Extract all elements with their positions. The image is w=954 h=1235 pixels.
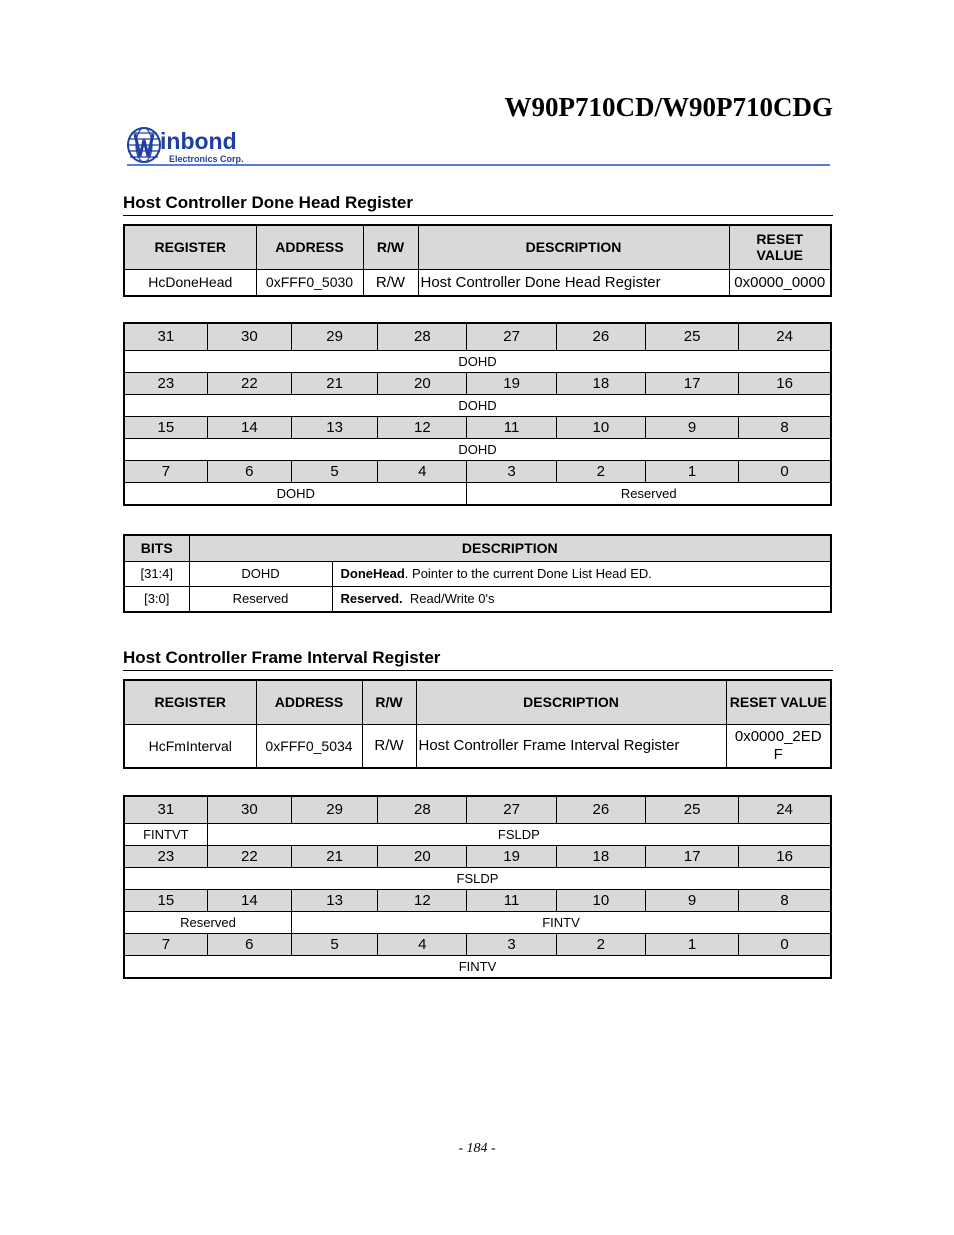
bit-number: 8 [739, 889, 831, 911]
bit-number: 13 [291, 416, 377, 438]
bit-number: 12 [378, 889, 467, 911]
bit-number: 18 [556, 372, 645, 394]
field-description-title: Reserved. [340, 591, 403, 606]
bit-number: 31 [124, 323, 207, 350]
bit-number: 18 [556, 845, 645, 867]
bit-number: 13 [291, 889, 377, 911]
col-header-register: REGISTER [124, 225, 256, 269]
document-title: W90P710CD/W90P710CDG [504, 92, 833, 122]
bit-number: 5 [291, 460, 377, 482]
winbond-logo [127, 126, 257, 166]
bit-field-table-frame-interval [123, 795, 832, 979]
bit-field-label: DOHD [124, 482, 467, 505]
bit-number: 4 [378, 460, 467, 482]
register-reset-value [726, 724, 831, 768]
col-header-reset-value: RESET VALUE [726, 680, 831, 724]
register-address: 0xFFF0_5030 [256, 269, 363, 296]
col-header-rw: R/W [363, 225, 418, 269]
bit-number: 10 [556, 889, 645, 911]
register-description: Host Controller Frame Interval Register [416, 724, 726, 768]
bit-number: 20 [378, 845, 467, 867]
bit-number: 24 [739, 796, 831, 823]
register-summary-table [123, 224, 832, 297]
bit-range: [31:4] [124, 561, 189, 586]
register-address: 0xFFF0_5034 [256, 724, 362, 768]
col-header-reset-value: RESET VALUE [729, 225, 831, 269]
register-summary-table [123, 679, 832, 769]
bit-number: 7 [124, 460, 207, 482]
bit-number: 19 [467, 372, 556, 394]
bit-description-table [123, 534, 832, 613]
bit-field-label: FSLDP [207, 823, 831, 845]
bit-number: 26 [556, 796, 645, 823]
register-reset-value: 0x0000_0000 [729, 269, 831, 296]
register-rw: R/W [362, 724, 416, 768]
reset-value-line: 0x0000_2ED [734, 727, 822, 745]
bit-number: 22 [207, 845, 291, 867]
bit-number: 17 [645, 845, 738, 867]
field-name: Reserved [189, 586, 332, 612]
bit-number: 14 [207, 889, 291, 911]
field-description [332, 561, 831, 586]
reset-value-line: F [773, 745, 783, 763]
bit-number: 29 [291, 796, 377, 823]
col-header-description: DESCRIPTION [418, 225, 729, 269]
bit-number: 19 [467, 845, 556, 867]
bit-number: 3 [467, 933, 556, 955]
register-description: Host Controller Done Head Register [418, 269, 729, 296]
section-rule [123, 670, 833, 671]
bit-number: 22 [207, 372, 291, 394]
logo-wordmark: inbond [160, 128, 237, 154]
bit-number: 10 [556, 416, 645, 438]
bit-number: 27 [467, 796, 556, 823]
bit-number: 20 [378, 372, 467, 394]
bit-number: 30 [207, 796, 291, 823]
bit-number: 3 [467, 460, 556, 482]
section-rule [123, 215, 833, 216]
field-name: DOHD [189, 561, 332, 586]
field-description-text: . Pointer to the current Done List Head ED. [404, 566, 652, 581]
header-rule [127, 164, 830, 166]
page-number: - 184 - [458, 1141, 496, 1156]
bit-number: 26 [556, 323, 645, 350]
bit-number: 7 [124, 933, 207, 955]
bit-number: 28 [378, 323, 467, 350]
bit-number: 17 [645, 372, 738, 394]
bit-field-label: Reserved [467, 482, 831, 505]
bit-number: 31 [124, 796, 207, 823]
field-description-text: Read/Write 0's [402, 591, 495, 606]
bit-number: 25 [645, 323, 738, 350]
col-header-address: ADDRESS [256, 680, 362, 724]
bit-field-label: FINTV [124, 955, 831, 978]
bit-number: 16 [739, 372, 831, 394]
bit-number: 25 [645, 796, 738, 823]
bit-number: 14 [207, 416, 291, 438]
bit-number: 23 [124, 372, 207, 394]
bit-number: 1 [645, 933, 738, 955]
bit-number: 15 [124, 889, 207, 911]
bit-field-label: DOHD [124, 350, 831, 372]
bit-number: 24 [739, 323, 831, 350]
bit-number: 8 [739, 416, 831, 438]
section-title-frame-interval: Host Controller Frame Interval Register [123, 648, 441, 667]
register-rw: R/W [363, 269, 418, 296]
section-title-done-head: Host Controller Done Head Register [123, 193, 413, 212]
bit-number: 30 [207, 323, 291, 350]
bit-number: 21 [291, 845, 377, 867]
col-header-address: ADDRESS [256, 225, 363, 269]
bit-field-table-done-head [123, 322, 832, 506]
bit-field-label: Reserved [124, 911, 291, 933]
bit-number: 0 [739, 933, 831, 955]
bit-number: 0 [739, 460, 831, 482]
col-header-register: REGISTER [124, 680, 256, 724]
bit-number: 6 [207, 460, 291, 482]
bit-number: 21 [291, 372, 377, 394]
bit-number: 27 [467, 323, 556, 350]
bit-number: 9 [645, 416, 738, 438]
bit-field-label: FINTV [291, 911, 831, 933]
field-description-title: DoneHead [340, 566, 405, 581]
col-header-rw: R/W [362, 680, 416, 724]
logo-subtitle: Electronics Corp. [169, 154, 244, 164]
bit-number: 5 [291, 933, 377, 955]
field-description [332, 586, 831, 612]
col-header-description: DESCRIPTION [189, 535, 831, 561]
bit-number: 16 [739, 845, 831, 867]
bit-field-label: FSLDP [124, 867, 831, 889]
bit-number: 12 [378, 416, 467, 438]
register-name: HcFmInterval [124, 724, 256, 768]
col-header-description: DESCRIPTION [416, 680, 726, 724]
bit-number: 2 [556, 460, 645, 482]
bit-field-label: FINTVT [124, 823, 207, 845]
bit-number: 11 [467, 889, 556, 911]
bit-field-label: DOHD [124, 438, 831, 460]
bit-number: 6 [207, 933, 291, 955]
bit-field-label: DOHD [124, 394, 831, 416]
bit-number: 28 [378, 796, 467, 823]
bit-number: 11 [467, 416, 556, 438]
bit-number: 4 [378, 933, 467, 955]
bit-range: [3:0] [124, 586, 189, 612]
bit-number: 1 [645, 460, 738, 482]
bit-number: 23 [124, 845, 207, 867]
col-header-bits: BITS [124, 535, 189, 561]
register-name: HcDoneHead [124, 269, 256, 296]
bit-number: 15 [124, 416, 207, 438]
bit-number: 2 [556, 933, 645, 955]
bit-number: 29 [291, 323, 377, 350]
bit-number: 9 [645, 889, 738, 911]
